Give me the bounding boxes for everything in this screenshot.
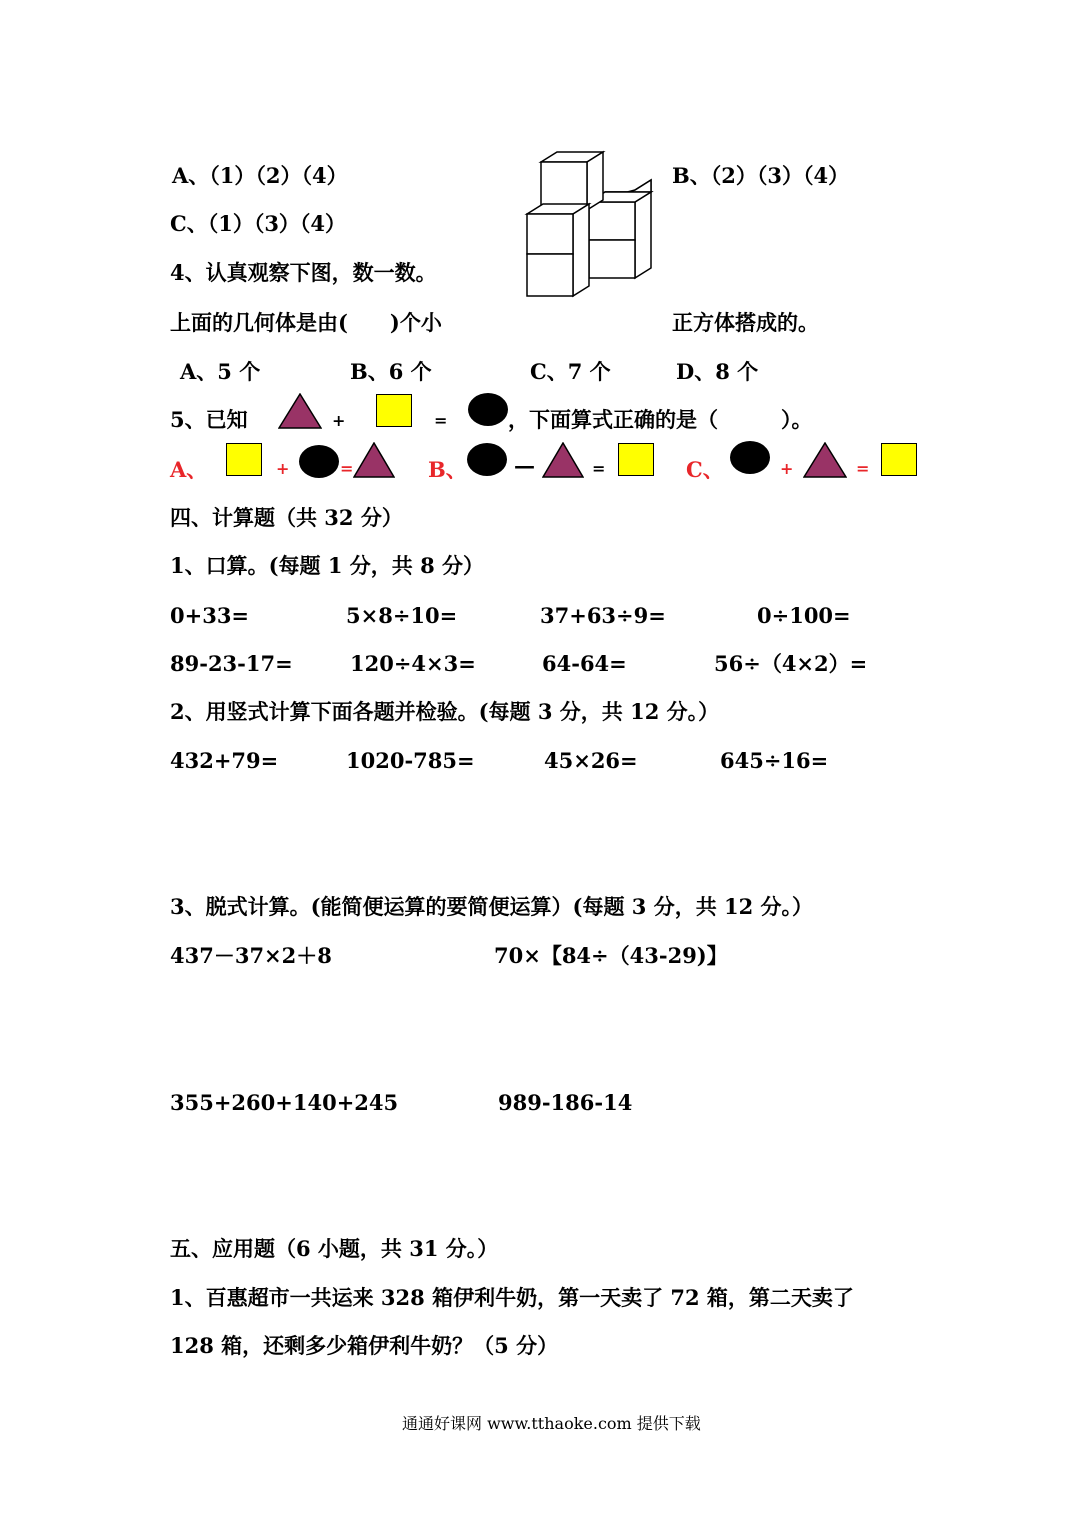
circle-shape <box>468 393 508 426</box>
vertical-calc-item: 645÷16= <box>720 748 829 773</box>
square-shape <box>881 443 917 476</box>
oral-calc-item: 120÷4×3= <box>350 651 476 676</box>
stepwise-calc-item: 989-186-14 <box>498 1090 633 1115</box>
plus-sign: + <box>276 459 290 478</box>
plus-sign: + <box>332 411 346 430</box>
oral-calc-item: 37+63÷9= <box>540 603 666 628</box>
section5-title: 五、应用题（6 小题，共 31 分。） <box>170 1236 499 1261</box>
vertical-calc-item: 432+79= <box>170 748 279 773</box>
circle-shape <box>467 443 507 476</box>
triangle-shape <box>278 393 322 429</box>
q3-option-c: C、（1）（3）（4） <box>170 211 347 236</box>
q5-prefix: 5、已知 <box>170 407 248 432</box>
section4-part1-title: 1、口算。(每题 1 分，共 8 分） <box>170 553 485 578</box>
equals-sign: = <box>856 459 870 478</box>
stepwise-calc-item: 437－37×2＋8 <box>170 943 332 968</box>
q4-question-part1: 上面的几何体是由( )个小 <box>170 310 442 335</box>
circle-shape <box>299 445 339 478</box>
section5-q1-line2: 128 箱，还剩多少箱伊利牛奶？（5 分） <box>170 1333 559 1358</box>
oral-calc-item: 5×8÷10= <box>346 603 458 628</box>
footer-text: 通通好课网 www.tthaoke.com 提供下载 <box>402 1414 701 1433</box>
stepwise-calc-item: 70×【84÷（43-29)】 <box>494 943 728 968</box>
vertical-calc-item: 1020-785= <box>346 748 475 773</box>
plus-sign: + <box>780 459 794 478</box>
square-shape <box>376 394 412 427</box>
circle-shape <box>730 441 770 474</box>
section4-part2-title: 2、用竖式计算下面各题并检验。(每题 3 分，共 12 分。） <box>170 699 720 724</box>
q3-option-a: A、（1）（2）（4） <box>172 163 348 188</box>
equals-sign: = <box>340 459 354 478</box>
oral-calc-item: 89-23-17= <box>170 651 293 676</box>
square-shape <box>618 443 654 476</box>
q5-option-a-label: A、 <box>170 457 208 482</box>
q4-option-a: A、5 个 <box>180 359 261 384</box>
vertical-calc-item: 45×26= <box>544 748 638 773</box>
equals-sign: = <box>434 411 448 430</box>
triangle-shape <box>353 442 395 478</box>
triangle-shape <box>803 442 847 478</box>
section4-title: 四、计算题（共 32 分） <box>170 505 403 530</box>
cube-stack-figure <box>523 150 655 298</box>
oral-calc-item: 0÷100= <box>757 603 851 628</box>
square-shape <box>226 443 262 476</box>
oral-calc-item: 56÷（4×2）= <box>714 651 868 676</box>
q4-title: 4、认真观察下图，数一数。 <box>170 260 437 285</box>
q3-option-b: B、（2）（3）（4） <box>672 163 850 188</box>
equals-sign: = <box>592 459 606 478</box>
section5-q1-line1: 1、百惠超市一共运来 328 箱伊利牛奶，第一天卖了 72 箱，第二天卖了 <box>170 1285 854 1310</box>
oral-calc-item: 64-64= <box>542 651 627 676</box>
section4-part3-title: 3、脱式计算。(能简便运算的要简便运算）(每题 3 分，共 12 分。） <box>170 894 814 919</box>
q4-option-c: C、7 个 <box>530 359 611 384</box>
oral-calc-item: 0+33= <box>170 603 250 628</box>
q4-option-d: D、8 个 <box>676 359 759 384</box>
q5-option-c-label: C、 <box>686 457 724 482</box>
minus-sign: — <box>514 453 535 478</box>
q4-question-part2: 正方体搭成的。 <box>672 310 819 335</box>
q4-option-b: B、6 个 <box>350 359 432 384</box>
q5-suffix: ，下面算式正确的是（ ）。 <box>508 407 813 432</box>
triangle-shape <box>542 442 584 478</box>
stepwise-calc-item: 355+260+140+245 <box>170 1090 399 1115</box>
q5-option-b-label: B、 <box>428 457 467 482</box>
